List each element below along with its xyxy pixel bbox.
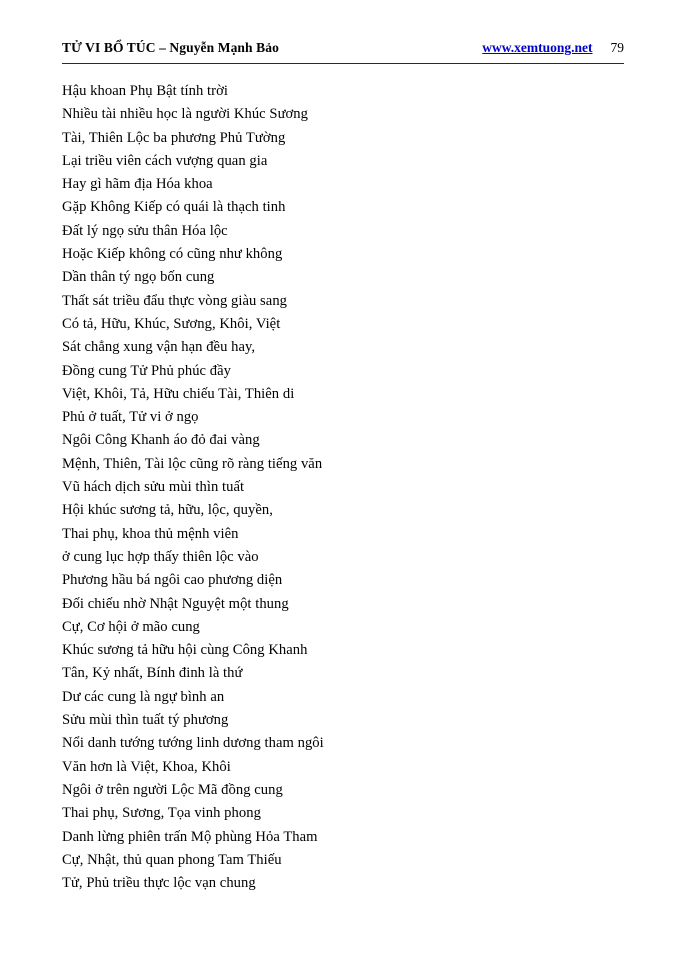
poem-line: Khúc sương tả hữu hội cùng Công Khanh	[62, 642, 308, 659]
poem-line: Dư các cung là ngự bình an	[62, 688, 225, 705]
poem-line: Cự, Cơ hội ở mão cung	[62, 618, 200, 635]
poem-line: Tử, Phủ triều thực lộc vạn chung	[62, 875, 256, 892]
poem-line: Nhiều tài nhiều học là người Khúc Sương	[62, 106, 308, 123]
poem-line: Đất lý ngọ sửu thân Hóa lộc	[62, 222, 228, 239]
poem-line: Đồng cung Tử Phủ phúc đầy	[62, 362, 231, 379]
poem-line: Sát chẳng xung vận hạn đều hay,	[62, 339, 256, 356]
poem-line: Mệnh, Thiên, Tài lộc cũng rõ ràng tiếng văn	[62, 455, 323, 472]
poem-line: Ngôi Công Khanh áo đỏ đai vàng	[62, 432, 260, 449]
poem-body	[62, 80, 624, 895]
poem-line: ở cung lục hợp thấy thiên lộc vào	[62, 548, 259, 565]
poem-line: Ngôi ở trên người Lộc Mã đồng cung	[62, 781, 283, 798]
poem-line: Cự, Nhật, thủ quan phong Tam Thiếu	[62, 851, 282, 868]
page-number: 79	[610, 40, 624, 55]
poem-line: Lại triều viên cách vượng quan gia	[62, 152, 268, 169]
poem-line: Dần thân tý ngọ bốn cung	[62, 269, 215, 286]
poem-line: Tài, Thiên Lộc ba phương Phủ Tường	[62, 129, 286, 146]
poem-line: Phương hầu bá ngôi cao phương diện	[62, 572, 283, 589]
header-right-group	[482, 40, 624, 56]
document-title: TỬ VI BỔ TÚC – Nguyễn Mạnh Bảo	[62, 40, 279, 55]
poem-line: Thất sát triều đẩu thực vòng giàu sang	[62, 292, 288, 309]
poem-line: Hoặc Kiếp không có cũng như không	[62, 246, 283, 263]
poem-line: Gặp Không Kiếp có quái là thạch tinh	[62, 199, 286, 216]
poem-line: Nổi danh tướng tướng linh dương tham ngôi	[62, 735, 324, 752]
poem-line: Việt, Khôi, Tả, Hữu chiếu Tài, Thiên di	[62, 385, 295, 402]
website-link[interactable]: www.xemtuong.net	[482, 40, 593, 55]
poem-line: Danh lừng phiên trấn Mộ phùng Hỏa Tham	[62, 828, 318, 845]
poem-line: Đối chiếu nhờ Nhật Nguyệt một thung	[62, 595, 289, 612]
poem-line: Có tả, Hữu, Khúc, Sương, Khôi, Việt	[62, 315, 281, 332]
poem-line: Sửu mùi thìn tuất tý phương	[62, 712, 229, 729]
poem-line: Thai phụ, Sương, Tọa vinh phong	[62, 805, 261, 822]
poem-line: Phủ ở tuất, Tử vi ở ngọ	[62, 409, 199, 426]
poem-line: Tân, Kỷ nhất, Bính đinh là thứ	[62, 665, 243, 682]
poem-line: Hội khúc sương tả, hữu, lộc, quyền,	[62, 502, 273, 519]
poem-line: Hay gì hãm địa Hóa khoa	[62, 176, 213, 193]
poem-line: Vũ hách dịch sửu mùi thìn tuất	[62, 479, 245, 496]
poem-line: Hậu khoan Phụ Bật tính trời	[62, 83, 228, 99]
page-header	[62, 40, 624, 64]
poem-line: Văn hơn là Việt, Khoa, Khôi	[62, 758, 231, 775]
poem-line: Thai phụ, khoa thủ mệnh viên	[62, 525, 239, 542]
